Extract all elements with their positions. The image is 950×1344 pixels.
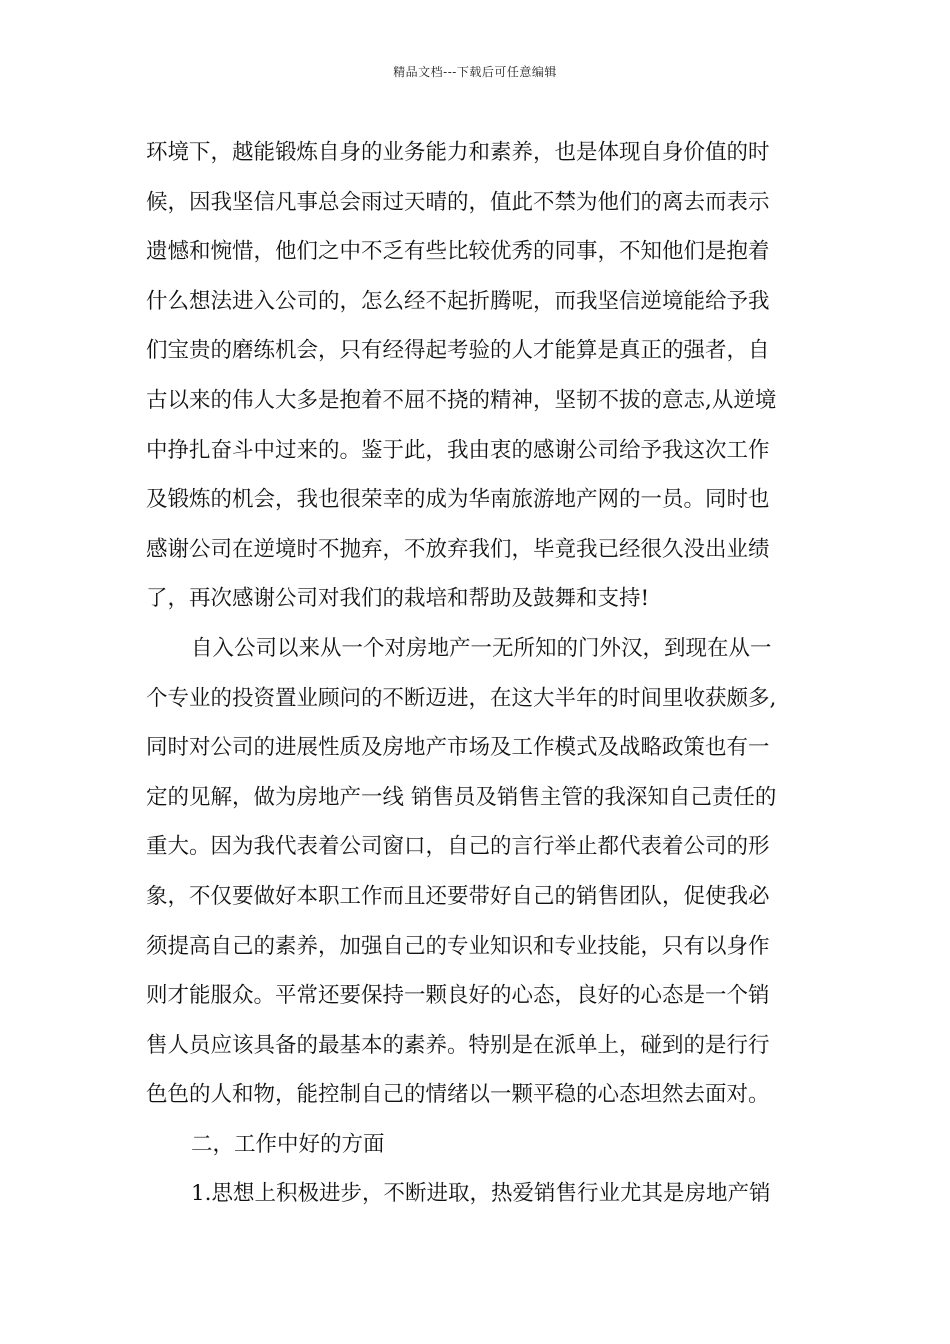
text-line-17: 须提高自己的素养，加强自己的专业知识和专业技能，只有以身作: [146, 933, 770, 959]
text-line-12: 个专业的投资置业顾问的不断迈进，在这大半年的时间里收获颇多,: [146, 685, 777, 711]
text-line-8: 及锻炼的机会，我也很荣幸的成为华南旅游地产网的一员。同时也: [146, 487, 770, 513]
text-line-20: 色色的人和物，能控制自己的情绪以一颗平稳的心态坦然去面对。: [146, 1082, 770, 1108]
text-line-4: 什么想法进入公司的，怎么经不起折腾呢，而我坚信逆境能给予我: [146, 288, 770, 314]
text-line-1: 环境下，越能锻炼自身的业务能力和素养，也是体现自身价值的时: [146, 140, 770, 165]
text-line-2: 候，因我坚信凡事总会雨过天晴的，值此不禁为他们的离去而表示: [146, 189, 770, 215]
text-line-15: 重大。因为我代表着公司窗口，自己的言行举止都代表着公司的形: [146, 834, 770, 860]
text-line-5: 们宝贵的磨练机会，只有经得起考验的人才能算是真正的强者，自: [146, 338, 770, 364]
text-line-9: 感谢公司在逆境时不抛弃，不放弃我们，毕竟我已经很久没出业绩: [146, 536, 770, 562]
paragraph-start-line: 自入公司以来从一个对房地产一无所知的门外汉，到现在从一: [191, 635, 772, 661]
text-line-14: 定的见解，做为房地产一线 销售员及销售主管的我深知自己责任的: [146, 784, 777, 810]
text-line-13: 同时对公司的进展性质及房地产市场及工作模式及战略政策也有一: [146, 735, 770, 761]
page-header: 精品文档---下载后可任意编辑: [393, 65, 557, 79]
text-line-10: 了，再次感谢公司对我们的栽培和帮助及鼓舞和支持!: [146, 586, 650, 612]
list-item-1: 1.思想上积极进步，不断进取，热爱销售行业尤其是房地产销: [191, 1181, 771, 1207]
text-line-7: 中挣扎奋斗中过来的。鉴于此，我由衷的感谢公司给予我这次工作: [146, 437, 770, 463]
text-line-6: 古以来的伟人大多是抱着不屈不挠的精神，坚韧不拔的意志,从逆境: [146, 387, 777, 413]
text-line-3: 遗憾和惋惜，他们之中不乏有些比较优秀的同事，不知他们是抱着: [146, 239, 770, 265]
document-body: [146, 128, 821, 1219]
section-heading: 二，工作中好的方面: [191, 1131, 385, 1157]
text-line-18: 则才能服众。平常还要保持一颗良好的心态，良好的心态是一个销: [146, 983, 770, 1009]
text-line-16: 象，不仅要做好本职工作而且还要带好自己的销售团队，促使我必: [146, 883, 770, 909]
text-line-19: 售人员应该具备的最基本的素养。特别是在派单上，碰到的是行行: [146, 1032, 770, 1058]
